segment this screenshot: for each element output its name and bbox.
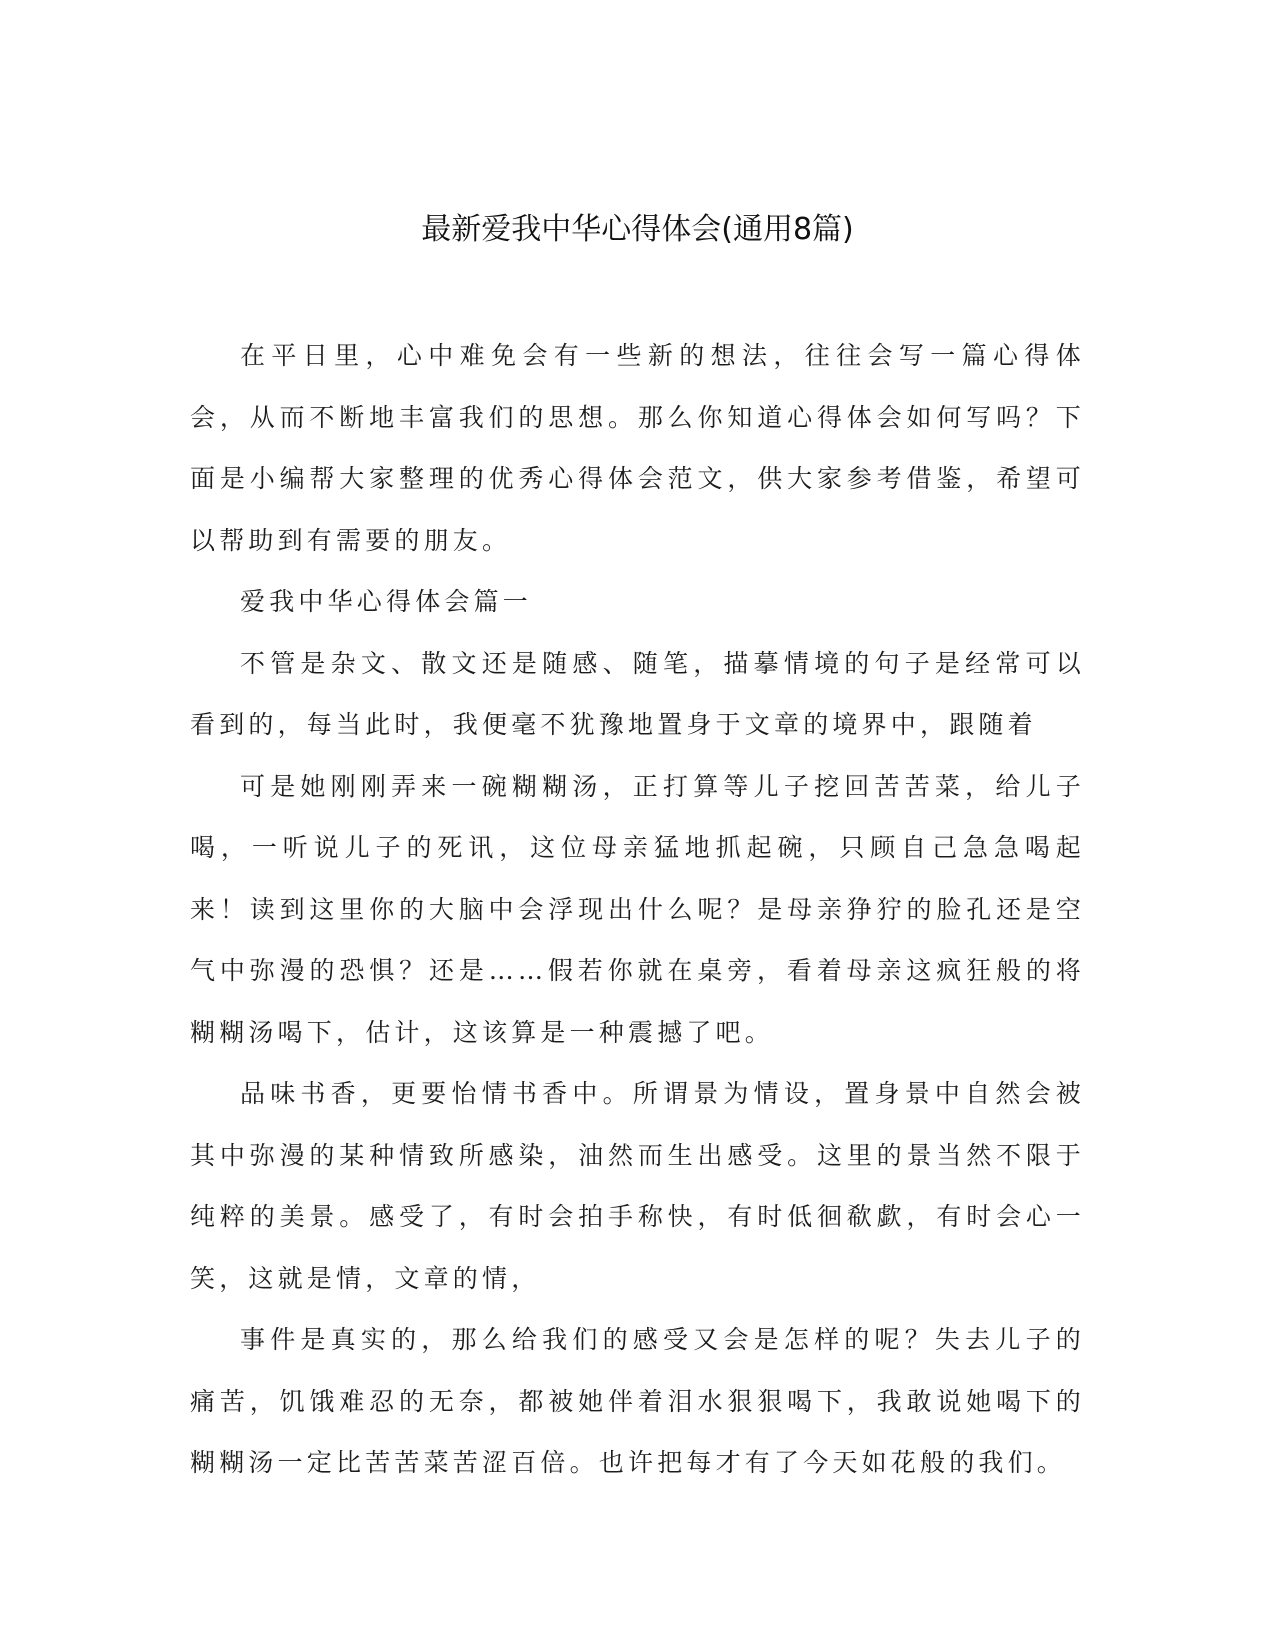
paragraph: 品味书香，更要怡情书香中。所谓景为情设，置身景中自然会被其中弥漫的某种情致所感染，油然而生出感受。这里的景当然不限于纯粹的美景。感受了，有时会拍手称快，有时低徊欷歔，有时会心一笑，这就是情，文章的情，: [190, 1079, 1085, 1293]
section-heading: 爱我中华心得体会篇一: [240, 587, 533, 616]
document-title: 最新爱我中华心得体会(通用8篇): [421, 212, 854, 247]
paragraph: 事件是真实的，那么给我们的感受又会是怎样的呢？失去儿子的痛苦，饥饿难忍的无奈，都被她伴着泪水狠狠喝下，我敢说她喝下的糊糊汤一定比苦苦菜苦涩百倍。也许把每才有了今天如花般的我们。: [190, 1325, 1085, 1477]
document-body: [190, 325, 1085, 1494]
paragraph: 不管是杂文、散文还是随感、随笔，描摹情境的句子是经常可以看到的，每当此时，我便毫不犹豫地置身于文章的境界中，跟随着: [190, 648, 1085, 739]
paragraph: 可是她刚刚弄来一碗糊糊汤，正打算等儿子挖回苦苦菜，给儿子喝，一听说儿子的死讯，这位母亲猛地抓起碗，只顾自己急急喝起来！读到这里你的大脑中会浮现出什么呢？是母亲狰狞的脸孔还是空气中弥漫的恐惧？还是……假若你就在桌旁，看着母亲这疯狂般的将糊糊汤喝下，估计，这该算是一种震撼了吧。: [190, 771, 1085, 1047]
paragraph-intro: 在平日里，心中难免会有一些新的想法，往往会写一篇心得体会，从而不断地丰富我们的思想。那么你知道心得体会如何写吗？下面是小编帮大家整理的优秀心得体会范文，供大家参考借鉴，希望可以帮助到有需要的朋友。: [190, 341, 1085, 555]
